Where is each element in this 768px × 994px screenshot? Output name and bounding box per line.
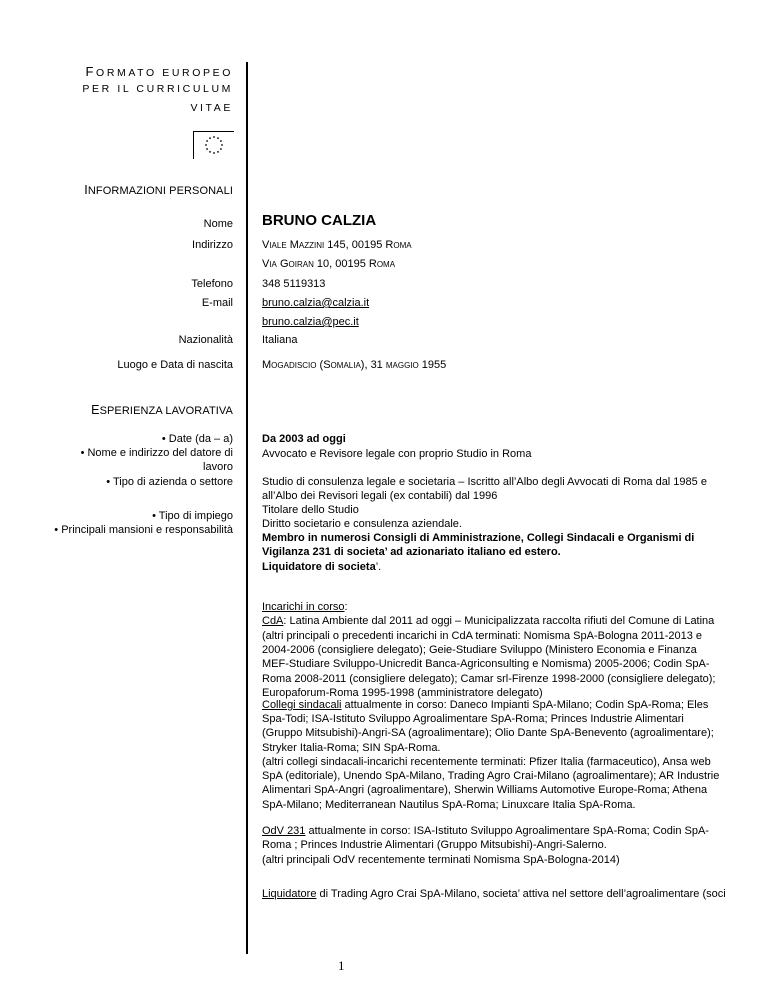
label-nationality: Nazionalità: [178, 334, 233, 346]
address-line-1: Viale Mazzini 145, 00195 Roma: [262, 239, 412, 251]
cv-title-line-3: VITAE: [190, 102, 233, 114]
collegi-past: (altri collegi sindacali-incarichi recentemente terminati: Pfizer Italia (farmaceutico), Ansa web SpA (editoriale), Unendo SpA-Milano, Trading Agro Crai-Milano (agroalimentare); AR Industrie Alimentari SpA-Angri (agroalimentare), Sherwin Williams Automotive Europe-Roma; Athena SpA-Milano; Mediterranean Nautilus SpA-Roma; Linuxcare Italia SpA-Roma.: [262, 756, 720, 811]
label-email: E-mail: [201, 297, 233, 309]
job-duties: Diritto societario e consulenza aziendale.: [262, 518, 462, 530]
eu-stars-icon: [204, 135, 224, 155]
label-birth: Luogo e Data di nascita: [117, 359, 233, 371]
label-address: Indirizzo: [192, 239, 233, 251]
address-line-2: Via Goiran 10, 00195 Roma: [262, 258, 396, 270]
page-number: 1: [338, 958, 345, 973]
job-employer: Avvocato e Revisore legale con proprio Studio in Roma: [262, 448, 532, 460]
label-duties: • Principali mansioni e responsabilità: [54, 524, 233, 536]
cda-current: CdA: Latina Ambiente dal 2011 ad oggi – Municipalizzata raccolta rifiuti del Comune di Latina: [262, 615, 715, 627]
section-personal-info: INFORMAZIONI PERSONALI: [84, 183, 233, 197]
section-work-experience: ESPERIENZA LAVORATIVA: [91, 403, 233, 417]
email-link-2[interactable]: bruno.calzia@pec.it: [262, 316, 359, 328]
person-name: BRUNO CALZIA: [262, 212, 377, 229]
collegi-current: Collegi sindacali attualmente in corso: Daneco Impianti SpA-Milano; Codin SpA-Roma; Eles Spa-Todi; ISA-Istituto Sviluppo Agroalimentare SpA-Roma; Princes Industrie Alimentari (Gruppo Mitsubishi)-Angri-SA (agroalimentare); Olio Dante SpA-Benevento (agroalimentare); Stryker Italia-Roma; SIN SpA-Roma.: [262, 699, 714, 754]
board-memberships: Membro in numerosi Consigli di Amministrazione, Collegi Sindacali e Organismi di Vigilanza 231 di societa’ ad azionariato italiano ed estero.: [262, 532, 695, 559]
label-name: Nome: [203, 218, 233, 230]
liquidator-line: Liquidatore di societa’.: [262, 561, 382, 573]
odv-current: OdV 231 attualmente in corso: ISA-Istituto Sviluppo Agroalimentare SpA-Roma; Codin SpA-Roma ; Princes Industrie Alimentari (Gruppo Mitsubishi)-Angri-Salerno.: [262, 825, 709, 852]
cv-title-line-2: PER IL CURRICULUM: [82, 83, 233, 95]
cda-past: (altri principali o precedenti incarichi in CdA terminati: Nomisma SpA-Bologna 2011-2013 e 2004-2006 (consigliere delegato); Geie-Studiare Sviluppo (Ministero Economia e Finanza MEF-Studiare Sviluppo-Unicredit Banca-Agriconsulting e Nomisma) 2005-2006; Codin SpA-Roma 2008-2011 (consigliere delegato); Camar srl-Firenze 1998-2000 (consigliere delegato); Europaforum-Roma 1995-1998 (amministratore delegato): [262, 630, 716, 699]
label-employer: • Nome e indirizzo del datore di: [80, 447, 233, 459]
label-phone: Telefono: [191, 278, 233, 290]
vertical-divider: [246, 62, 248, 954]
label-employer-cont: lavoro: [203, 461, 233, 473]
birth-value: Mogadiscio (Somalia), 31 maggio 1955: [262, 359, 447, 371]
job-sector: Studio di consulenza legale e societaria – Iscritto all’Albo degli Avvocati di Roma dal 1985 e all’Albo dei Revisori legali (ex contabili) dal 1996: [262, 476, 707, 503]
job-type: Titolare dello Studio: [262, 504, 359, 516]
cv-title-line-1: FORMATO EUROPEO: [85, 64, 233, 79]
email-link-1[interactable]: bruno.calzia@calzia.it: [262, 297, 370, 309]
eu-flag-logo: [193, 131, 234, 159]
nationality-value: Italiana: [262, 334, 298, 346]
label-sector: • Tipo di azienda o settore: [106, 476, 233, 488]
label-job: • Tipo di impiego: [152, 510, 233, 522]
label-dates: • Date (da – a): [161, 433, 233, 445]
liquidator-text: Liquidatore di Trading Agro Crai SpA-Milano, societa’ attiva nel settore dell’agroalimentare (soci: [262, 888, 726, 900]
phone-value: 348 5119313: [262, 278, 326, 290]
current-assignments-heading: Incarichi in corso:: [262, 601, 348, 613]
odv-past: (altri principali OdV recentemente terminati Nomisma SpA-Bologna-2014): [262, 854, 620, 866]
job-dates: Da 2003 ad oggi: [262, 433, 346, 445]
